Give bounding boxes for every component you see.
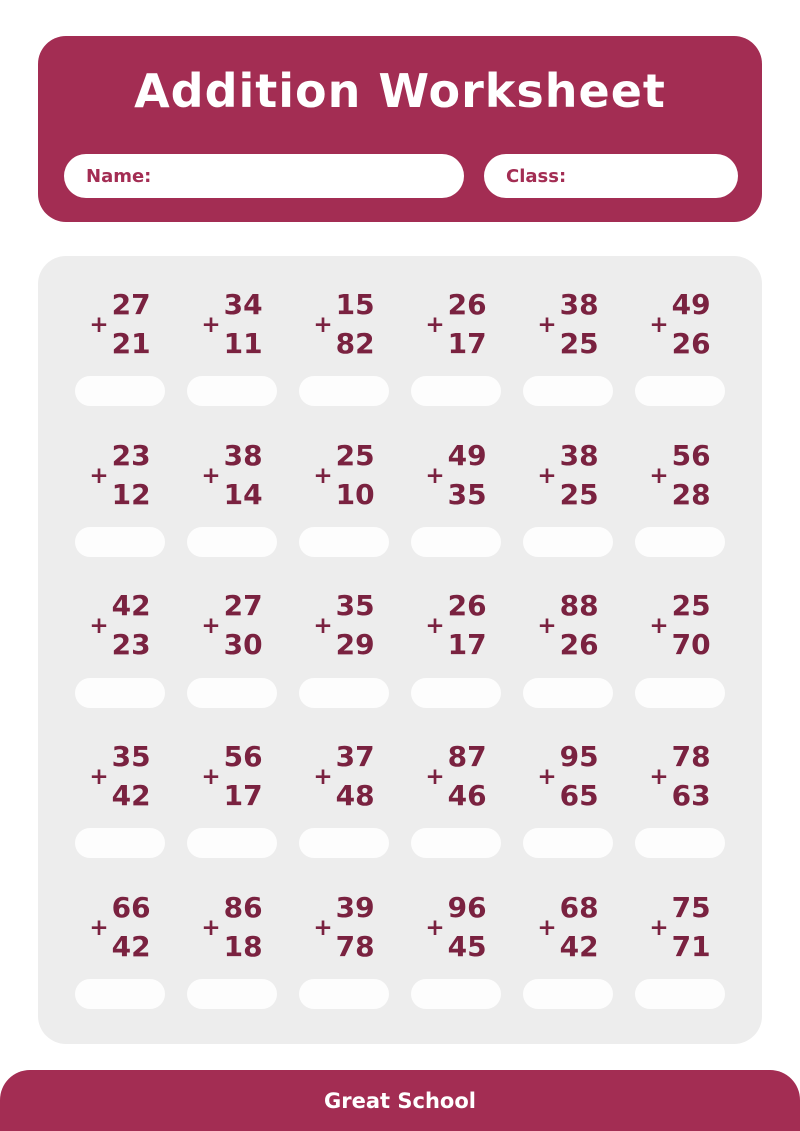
- page-title: Addition Worksheet: [134, 64, 666, 118]
- expression: [649, 737, 710, 815]
- expression: [89, 285, 150, 363]
- top-addend: 25: [335, 438, 375, 472]
- top-addend: 66: [111, 890, 151, 924]
- addition-problem: [288, 722, 400, 873]
- bottom-addend: 17: [447, 628, 487, 662]
- answer-box[interactable]: [411, 678, 501, 708]
- top-addend: 88: [559, 589, 599, 623]
- bottom-addend: 71: [671, 930, 711, 964]
- bottom-addend: 42: [111, 930, 151, 964]
- addends: [672, 285, 711, 363]
- addition-problem: [288, 572, 400, 723]
- addition-problem: [512, 421, 624, 572]
- addition-problem: [512, 270, 624, 421]
- addition-problem: [512, 722, 624, 873]
- addition-problem: [288, 270, 400, 421]
- addends: [336, 285, 375, 363]
- plus-operator: +: [313, 764, 333, 791]
- answer-box[interactable]: [299, 376, 389, 406]
- addition-problem: [288, 421, 400, 572]
- top-addend: 15: [335, 287, 375, 321]
- answer-box[interactable]: [299, 527, 389, 557]
- answer-box[interactable]: [635, 376, 725, 406]
- addends: [112, 888, 151, 966]
- addends: [672, 436, 711, 514]
- addends: [336, 586, 375, 664]
- plus-operator: +: [425, 915, 445, 942]
- plus-operator: +: [425, 764, 445, 791]
- addition-problem: [288, 873, 400, 1024]
- bottom-addend: 10: [335, 477, 375, 511]
- addition-problem: [624, 873, 736, 1024]
- answer-box[interactable]: [523, 376, 613, 406]
- bottom-addend: 23: [111, 628, 151, 662]
- addends: [560, 888, 599, 966]
- answer-box[interactable]: [411, 376, 501, 406]
- name-label: Name:: [86, 165, 152, 187]
- addition-problem: [64, 270, 176, 421]
- top-addend: 27: [223, 589, 263, 623]
- bottom-addend: 21: [111, 326, 151, 360]
- bottom-addend: 42: [559, 930, 599, 964]
- answer-box[interactable]: [187, 979, 277, 1009]
- addends: [224, 436, 263, 514]
- expression: [425, 436, 486, 514]
- bottom-addend: 48: [335, 779, 375, 813]
- top-addend: 42: [111, 589, 151, 623]
- answer-box[interactable]: [523, 979, 613, 1009]
- top-addend: 26: [447, 287, 487, 321]
- addition-problem: [176, 722, 288, 873]
- expression: [89, 888, 150, 966]
- plus-operator: +: [313, 613, 333, 640]
- addends: [448, 586, 487, 664]
- plus-operator: +: [649, 311, 669, 338]
- answer-box[interactable]: [523, 828, 613, 858]
- expression: [425, 285, 486, 363]
- bottom-addend: 35: [447, 477, 487, 511]
- plus-operator: +: [201, 764, 221, 791]
- bottom-addend: 17: [223, 779, 263, 813]
- plus-operator: +: [425, 613, 445, 640]
- plus-operator: +: [313, 311, 333, 338]
- plus-operator: +: [201, 915, 221, 942]
- addition-problem: [400, 722, 512, 873]
- bottom-addend: 46: [447, 779, 487, 813]
- addition-problem: [512, 873, 624, 1024]
- top-addend: 35: [335, 589, 375, 623]
- bottom-addend: 30: [223, 628, 263, 662]
- expression: [649, 436, 710, 514]
- answer-box[interactable]: [523, 678, 613, 708]
- addition-problem: [176, 572, 288, 723]
- top-addend: 25: [671, 589, 711, 623]
- expression: [201, 737, 262, 815]
- addends: [112, 285, 151, 363]
- bottom-addend: 82: [335, 326, 375, 360]
- plus-operator: +: [649, 764, 669, 791]
- addends: [448, 436, 487, 514]
- expression: [89, 586, 150, 664]
- name-field[interactable]: [64, 154, 464, 198]
- answer-box[interactable]: [299, 979, 389, 1009]
- bottom-addend: 28: [671, 477, 711, 511]
- expression: [649, 888, 710, 966]
- top-addend: 27: [111, 287, 151, 321]
- answer-box[interactable]: [635, 678, 725, 708]
- top-addend: 56: [223, 740, 263, 774]
- answer-box[interactable]: [75, 828, 165, 858]
- addends: [672, 586, 711, 664]
- addition-problem: [400, 873, 512, 1024]
- addends: [112, 436, 151, 514]
- answer-box[interactable]: [523, 527, 613, 557]
- addition-problem: [624, 572, 736, 723]
- addition-problem: [400, 572, 512, 723]
- top-addend: 68: [559, 890, 599, 924]
- top-addend: 86: [223, 890, 263, 924]
- expression: [89, 436, 150, 514]
- addition-problem: [512, 572, 624, 723]
- bottom-addend: 70: [671, 628, 711, 662]
- problems-panel: [38, 256, 762, 1044]
- bottom-addend: 78: [335, 930, 375, 964]
- expression: [649, 586, 710, 664]
- addends: [672, 888, 711, 966]
- answer-box[interactable]: [75, 527, 165, 557]
- top-addend: 37: [335, 740, 375, 774]
- expression: [201, 888, 262, 966]
- problems-grid: [64, 270, 736, 1024]
- bottom-addend: 63: [671, 779, 711, 813]
- bottom-addend: 25: [559, 326, 599, 360]
- answer-box[interactable]: [635, 828, 725, 858]
- expression: [201, 586, 262, 664]
- plus-operator: +: [425, 462, 445, 489]
- plus-operator: +: [89, 311, 109, 338]
- plus-operator: +: [649, 613, 669, 640]
- top-addend: 75: [671, 890, 711, 924]
- expression: [649, 285, 710, 363]
- bottom-addend: 29: [335, 628, 375, 662]
- addends: [448, 285, 487, 363]
- addends: [336, 737, 375, 815]
- addition-problem: [624, 270, 736, 421]
- plus-operator: +: [649, 915, 669, 942]
- addition-problem: [400, 421, 512, 572]
- addends: [224, 285, 263, 363]
- answer-box[interactable]: [411, 828, 501, 858]
- addition-problem: [176, 421, 288, 572]
- answer-box[interactable]: [635, 979, 725, 1009]
- addition-problem: [624, 722, 736, 873]
- top-addend: 87: [447, 740, 487, 774]
- bottom-addend: 26: [671, 326, 711, 360]
- top-addend: 78: [671, 740, 711, 774]
- addends: [336, 436, 375, 514]
- header-card: [38, 36, 762, 222]
- bottom-addend: 65: [559, 779, 599, 813]
- plus-operator: +: [313, 915, 333, 942]
- plus-operator: +: [201, 613, 221, 640]
- addends: [560, 285, 599, 363]
- addends: [112, 586, 151, 664]
- addends: [560, 436, 599, 514]
- expression: [537, 285, 598, 363]
- top-addend: 56: [671, 438, 711, 472]
- bottom-addend: 42: [111, 779, 151, 813]
- top-addend: 38: [223, 438, 263, 472]
- top-addend: 26: [447, 589, 487, 623]
- addends: [224, 586, 263, 664]
- plus-operator: +: [89, 613, 109, 640]
- top-addend: 39: [335, 890, 375, 924]
- expression: [201, 285, 262, 363]
- answer-box[interactable]: [75, 376, 165, 406]
- addition-problem: [624, 421, 736, 572]
- top-addend: 38: [559, 287, 599, 321]
- bottom-addend: 26: [559, 628, 599, 662]
- answer-box[interactable]: [299, 678, 389, 708]
- answer-box[interactable]: [411, 527, 501, 557]
- addition-problem: [64, 722, 176, 873]
- addends: [112, 737, 151, 815]
- footer: [0, 1070, 800, 1131]
- plus-operator: +: [425, 311, 445, 338]
- bottom-addend: 17: [447, 326, 487, 360]
- addends: [560, 737, 599, 815]
- top-addend: 49: [671, 287, 711, 321]
- top-addend: 49: [447, 438, 487, 472]
- class-field[interactable]: [484, 154, 738, 198]
- plus-operator: +: [201, 311, 221, 338]
- addends: [672, 737, 711, 815]
- top-addend: 95: [559, 740, 599, 774]
- expression: [313, 888, 374, 966]
- answer-box[interactable]: [299, 828, 389, 858]
- answer-box[interactable]: [187, 828, 277, 858]
- plus-operator: +: [89, 915, 109, 942]
- expression: [425, 586, 486, 664]
- bottom-addend: 11: [223, 326, 263, 360]
- bottom-addend: 25: [559, 477, 599, 511]
- plus-operator: +: [537, 613, 557, 640]
- class-label: Class:: [506, 165, 567, 187]
- plus-operator: +: [537, 462, 557, 489]
- expression: [313, 737, 374, 815]
- expression: [313, 285, 374, 363]
- expression: [201, 436, 262, 514]
- addition-problem: [176, 873, 288, 1024]
- addition-problem: [176, 270, 288, 421]
- addends: [224, 888, 263, 966]
- top-addend: 35: [111, 740, 151, 774]
- plus-operator: +: [537, 764, 557, 791]
- school-name: Great School: [324, 1088, 476, 1113]
- addition-problem: [400, 270, 512, 421]
- top-addend: 23: [111, 438, 151, 472]
- addends: [448, 737, 487, 815]
- answer-box[interactable]: [187, 527, 277, 557]
- addends: [224, 737, 263, 815]
- bottom-addend: 45: [447, 930, 487, 964]
- bottom-addend: 12: [111, 477, 151, 511]
- fields-row: [64, 154, 738, 198]
- top-addend: 38: [559, 438, 599, 472]
- answer-box[interactable]: [187, 678, 277, 708]
- expression: [89, 737, 150, 815]
- answer-box[interactable]: [187, 376, 277, 406]
- plus-operator: +: [537, 915, 557, 942]
- answer-box[interactable]: [635, 527, 725, 557]
- plus-operator: +: [313, 462, 333, 489]
- expression: [425, 888, 486, 966]
- plus-operator: +: [201, 462, 221, 489]
- answer-box[interactable]: [75, 678, 165, 708]
- top-addend: 96: [447, 890, 487, 924]
- expression: [537, 888, 598, 966]
- addition-problem: [64, 572, 176, 723]
- expression: [425, 737, 486, 815]
- addition-problem: [64, 421, 176, 572]
- plus-operator: +: [89, 462, 109, 489]
- addends: [336, 888, 375, 966]
- expression: [537, 586, 598, 664]
- expression: [313, 436, 374, 514]
- top-addend: 34: [223, 287, 263, 321]
- addends: [448, 888, 487, 966]
- plus-operator: +: [649, 462, 669, 489]
- addition-problem: [64, 873, 176, 1024]
- plus-operator: +: [89, 764, 109, 791]
- answer-box[interactable]: [411, 979, 501, 1009]
- addends: [560, 586, 599, 664]
- plus-operator: +: [537, 311, 557, 338]
- bottom-addend: 18: [223, 930, 263, 964]
- expression: [537, 436, 598, 514]
- expression: [313, 586, 374, 664]
- expression: [537, 737, 598, 815]
- answer-box[interactable]: [75, 979, 165, 1009]
- bottom-addend: 14: [223, 477, 263, 511]
